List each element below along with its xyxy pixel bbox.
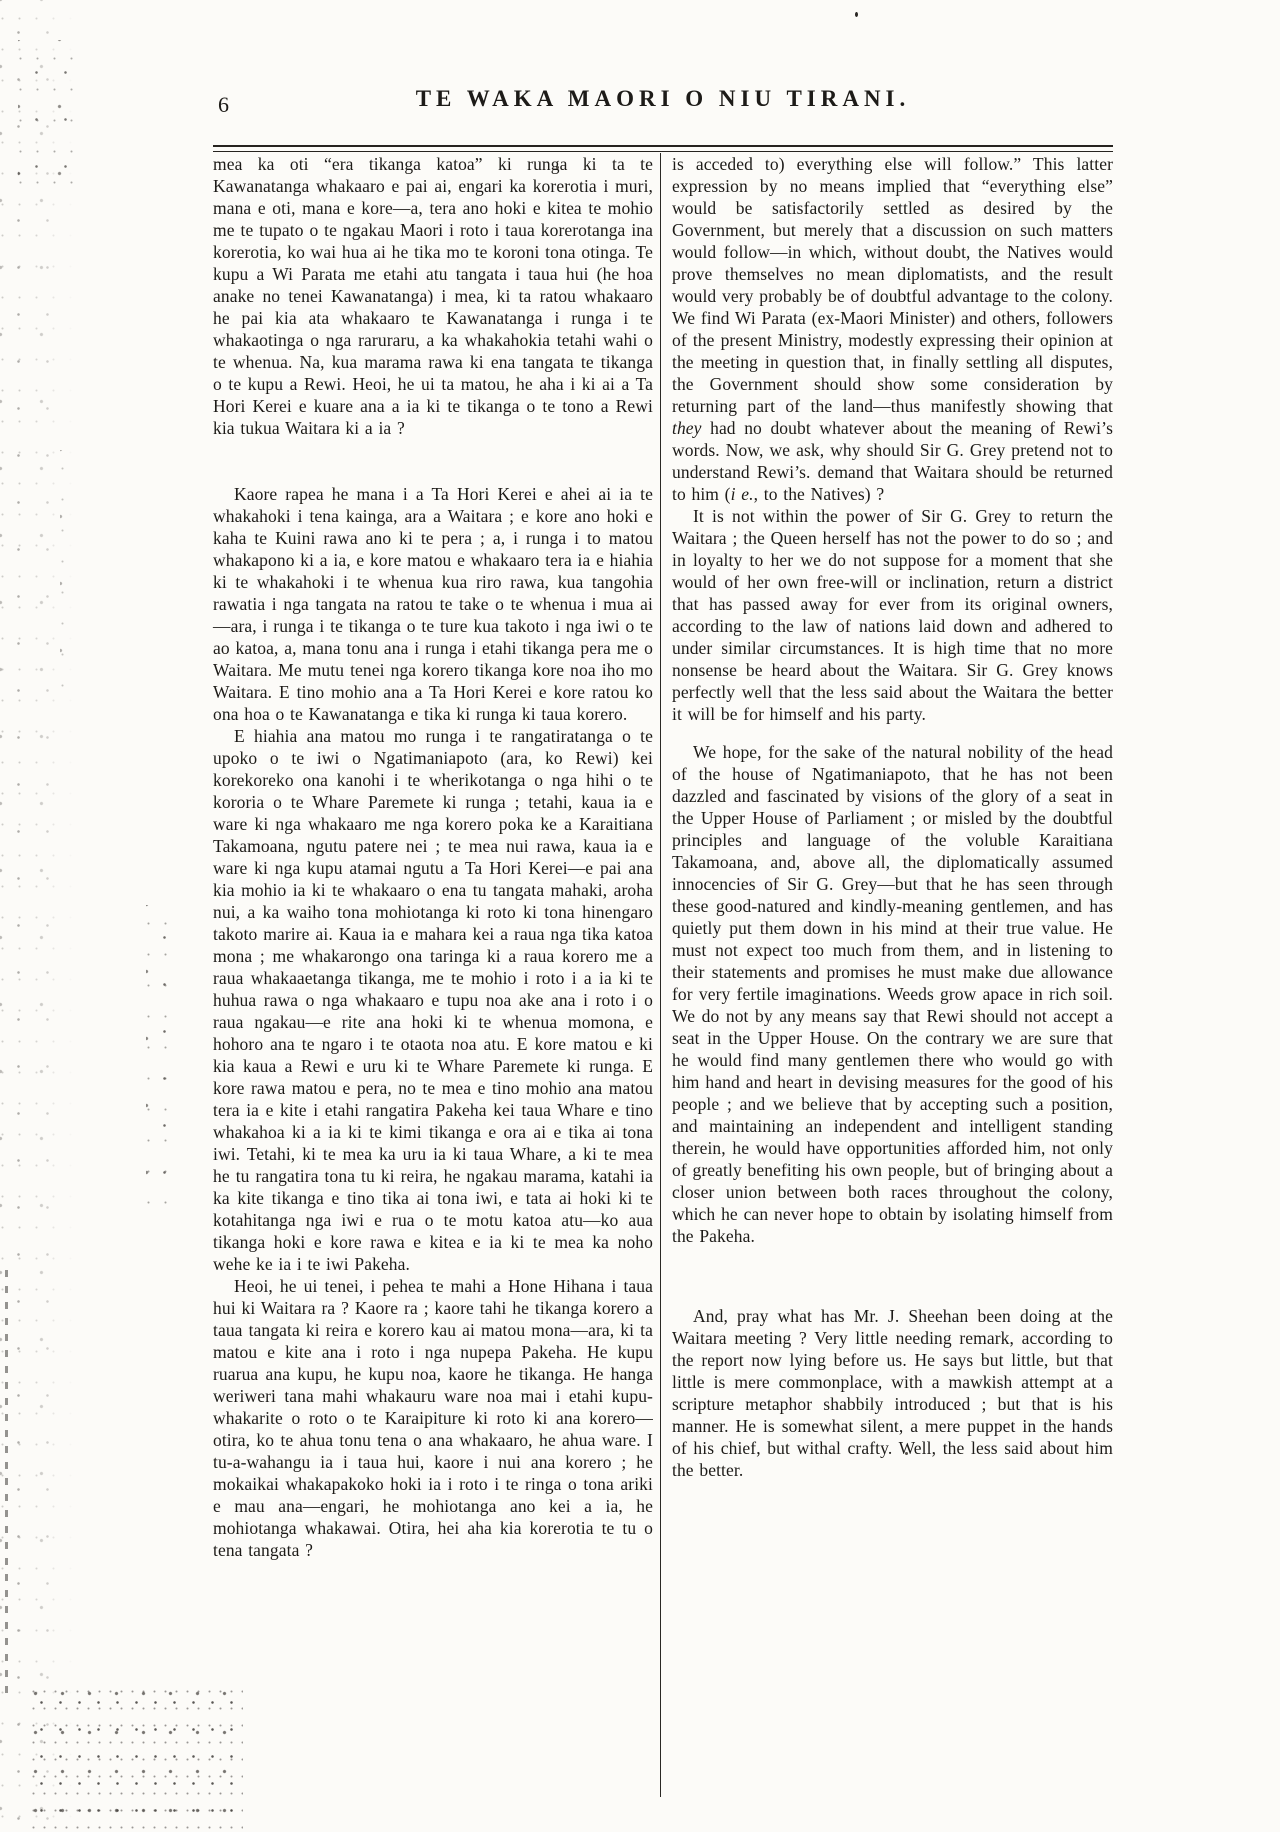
- text-run: Kaore rapea he mana i a Ta Hori Kerei e ahei ai ia te whakahoki i tena kainga, ara a Waitara ; e kore ano hoki e kaha te Kuini rawa ano ki te pera ; a, i runga i to matou whakapono ki a ia, e kore matou e whakaaro tera ia e hiahia ki te whakahoki i te whenua kua riro rawa, kua tangohia rawatia i nga tangata na ratou te take o te whenua i mua ai—ara, i runga i te tikanga o te ture kua takoto i nga iwi o te ao katoa, a, mana tonu ana i runga i etahi tikanga pera me o Waitara. Me mutu tenei nga korero tikanga kore noa iho mo Waitara. E tino mohio ana a Ta Hori Kerei e kore ratou ko ona hoa o te Kawanatanga e tika ki runga ki taua korero.: [213, 484, 653, 724]
- right-column: [661, 153, 1113, 1797]
- italic-text-run: they: [672, 418, 702, 438]
- scan-artifact-mid-streak-2: [60, 450, 76, 710]
- scan-artifact-bottom-left: [28, 1680, 243, 1830]
- scan-artifact-left-edge: [0, 0, 76, 1832]
- text-run: Heoi, he ui tenei, i pehea te mahi a Hone Hihana i taua hui ki Waitara ra ? Kaore ra ; kaore tahi he tikanga korero a taua tangata ki reira e korero kau ai matou mona—ara, ki ta matou e kite ana i roto i nga nupepa Pakeha. He kupu ruarua ana kupu, he kupu noa, kaore he tikanga. He hanga weriweri tana mahi whakauru ware noa mai i etahi kupu-whakarite o roto o te Karaipiture ki roto ki ana korero—otira, ko te ahua tonu tena o ana whakaaro, he ahua ware. I tu-a-wahangu ia i taua hui, kaore i nui ana korero ; he mokaikai whakapakoko hoki ia i roto i te ringa o tona ariki e mau ana—engari, he mohiotanga ano kei a ia, he mohiotanga whakawai. Otira, hei aha kia korerotia te tu o tena tangata ?: [213, 1276, 653, 1560]
- paragraph: [213, 1275, 653, 1561]
- paragraph: [213, 725, 653, 1275]
- paragraph: [672, 153, 1113, 505]
- text-run: E hiahia ana matou mo runga i te rangatiratanga o te upoko o te iwi o Ngatimaniapoto (ara, ko Rewi) kei korekoreko ona kanohi i te wherikotanga o nga hihi o te kororia o te Whare Paremete ki runga ; tetahi, kaua ia e ware ki nga whakaaro me nga korero poka ke a Karaitiana Takamoana, ngutu patere nei ; te mea nui rawa, kaua ia e ware ki nga kupu atamai ngutu a Ta Hori Kerei—e pai ana kia mohio ia ki te whakaaro o ena tu tangata mahaki, aroha nui, a ka waiho tona mohiotanga ki roto ki tona hinengaro takoto marire ai. Kaua ia e mahara kei a raua nga tika katoa mona ; me whakarongo ona taringa ki a raua korero me a raua whakaaetanga tikanga, me te mohio i roto i a ia ki te huhua rawa o nga whakaaro e tupu noa ake ana i roto i o raua ngakau—e rite ana hoki ki te whenua momona, e hohoro ana te ngaro i te otaota noa atu. E kore matou e ki kia kaua a Rewi e uru ki te Whare Paremete ki runga. E kore rawa matou e pera, no te mea e tino mohio ana matou tera ia e kite i etahi rangatira Pakeha kei taua Whare e tino whakahoa ki a ia ki te kimi tikanga e ora ai e tika ai tona iwi. Tetahi, ki te mea ka uru ia ki taua Whare, a ki te mea he tu rangatira tona tu ki reira, he ngakau marama, katahi ia ka kite tikanga e tino tika ai tona iwi, e tata ai hoki ki te kotahitanga nga iwi e rua o te motu katoa atu—ko aua tikanga hoki e kore rawa e kitea e ia ki te mea ka noho wehe ke ia i te iwi Pakeha.: [213, 726, 653, 1274]
- header-rule: [213, 145, 1113, 152]
- text-run: And, pray what has Mr. J. Sheehan been doing at the Waitara meeting ? Very little needing remark, according to the report now lying before us. He says but little, but that little is mere commonplace, with a mawkish attempt at a scripture metaphor shabbily introduced ; but that is his manner. He is somewhat silent, a mere puppet in the hands of his chief, but withal crafty. Well, the less said about him the better.: [672, 1306, 1113, 1480]
- page-number: 6: [218, 92, 229, 117]
- scan-artifact-dashes: [5, 1270, 8, 1700]
- paragraph: [672, 1305, 1113, 1481]
- masthead-title: TE WAKA MAORI O NIU TIRANI.: [415, 86, 911, 111]
- paragraph: [672, 505, 1113, 725]
- scan-artifact-dot: [855, 12, 858, 17]
- text-run: It is not within the power of Sir G. Grey to return the Waitara ; the Queen herself has not the power to do so ; and in loyalty to her we do not suppose for a moment that she would of her own free-will or inclination, return a district that has passed away for ever from its original owners, according to the law of nations laid down and adhered to under similar circumstances. It is high time that no more nonsense be heard about the Waitara. Sir G. Grey knows perfectly well that the less said about the Waitara the better it will be for himself and his party.: [672, 506, 1113, 724]
- text-run: mea ka oti “era tikanga katoa” ki runga ki ta te Kawanatanga whakaaro e pai ai, engari ka korerotia i muri, mana e oti, mana e kore—a, tera ano hoki e kitea te mohio me te tupato o te ngakau Maori i roto i taua korerotanga ina korerotia, ko wai hua ai he tika mo te koroni tona otinga. Te kupu a Wi Parata me etahi atu tangata i taua hui (he hoa anake no tenei Kawanatanga) i mea, ki ta ratou whakaaro he pai kia ata whakaaro te Kawanatanga i runga i te whakaotinga o nga raruraru, a ka whakahokia tetahi wahi o te whenua. Na, kua marama rawa ki ena tangata te tikanga o te kupu a Rewi. Heoi, he ui ta matou, he aha i ki ai a Ta Hori Kerei e kuare ana a ia ki te tikanga o te tono a Rewi kia tukua Waitara ki a ia ?: [213, 154, 653, 438]
- text-run: is acceded to) everything else will follow.” This latter expression by no means implied that “everything else” would be satisfactorily settled as desired by the Government, but merely that a discussion on such matters would follow—in which, without doubt, the Natives would prove themselves no mean diplomatists, and the result would very probably be of doubtful advantage to the colony. We find Wi Parata (ex-Maori Minister) and others, followers of the present Ministry, modestly expressing their opinion at the meeting in question that, in finally settling all disputes, the Government should show some consideration by returning part of the land—thus manifestly showing that: [672, 154, 1113, 416]
- page-header: [213, 86, 1113, 126]
- scan-artifact-top-left: [18, 40, 74, 190]
- article-body: [213, 153, 1113, 1797]
- paragraph: [672, 741, 1113, 1247]
- italic-text-run: i e.: [730, 484, 754, 504]
- text-run: We hope, for the sake of the natural nobility of the head of the house of Ngatimaniapoto, that he has not been dazzled and fascinated by visions of the glory of a seat in the Upper House of Parliament ; or misled by the doubtful principles and language of the voluble Karaitiana Takamoana, and, above all, the diplomatically assumed innocencies of Sir G. Grey—but that he has seen through these good-natured and kindly-meaning gentlemen, and has quietly put them down in his mind at their true value. He must not expect too much from them, and in listening to their statements and promises he must make due allowance for very fertile imaginations. Weeds grow apace in rich soil. We do not by any means say that Rewi should not accept a seat in the Upper House. On the contrary we are sure that he would find many gentlemen there who would go with him hand and heart in devising measures for the good of his people ; and we believe that by accepting such a position, and maintaining an independent and intelligent standing therein, he would have opportunities afforded him, not only of greatly benefiting his own people, but of bringing about a closer union between both races throughout the colony, which he can never hope to obtain by isolating himself from the Pakeha.: [672, 742, 1113, 1246]
- paragraph: [213, 483, 653, 725]
- paragraph: [213, 153, 653, 439]
- left-column: [213, 153, 660, 1797]
- text-run: , to the Natives) ?: [753, 484, 885, 504]
- text-run: had no doubt whatever about the meaning of Rewi’s words. Now, we ask, why should Sir G. Grey pretend not to understand Rewi’s. demand that Waitara should be returned to him (: [672, 418, 1113, 504]
- scan-artifact-mid-streak: [146, 905, 176, 1215]
